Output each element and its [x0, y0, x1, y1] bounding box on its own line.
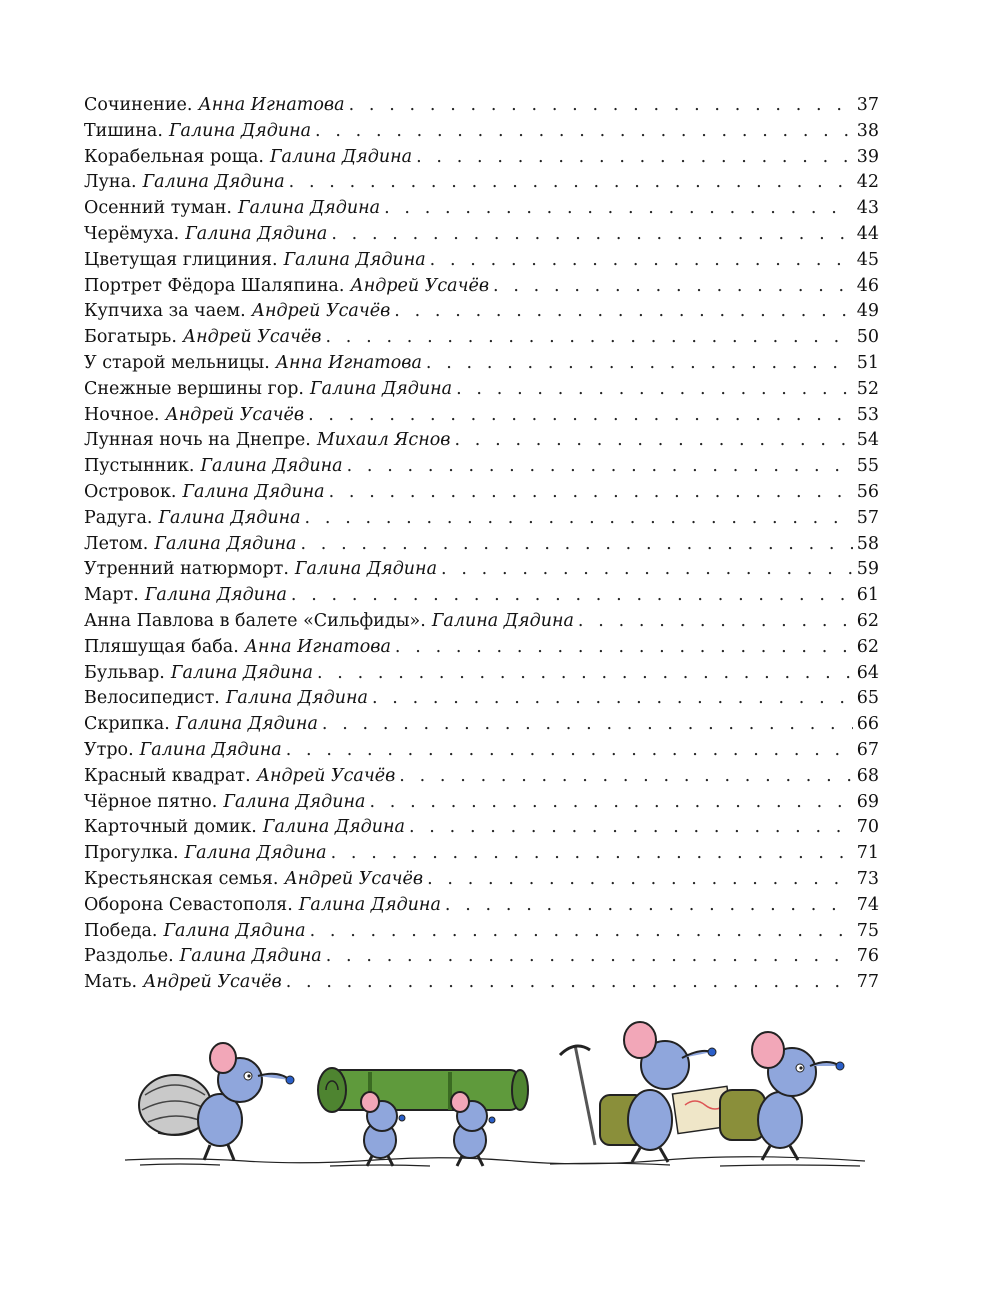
dot-leader: [369, 790, 852, 816]
toc-entry[interactable]: [84, 867, 879, 893]
toc-page-number: 59: [856, 559, 879, 580]
toc-author: Галина Дядина: [170, 662, 313, 683]
dot-leader: [300, 532, 852, 558]
toc-entry[interactable]: [84, 428, 879, 454]
toc-page-number: 44: [856, 223, 879, 244]
toc-title: Радуга.: [84, 507, 153, 528]
toc-page-number: 77: [856, 972, 879, 993]
toc-title: Портрет Фёдора Шаляпина.: [84, 275, 345, 296]
toc-page-number: 56: [856, 481, 879, 502]
toc-entry[interactable]: [84, 893, 879, 919]
toc-author: Галина Дядина: [142, 172, 285, 193]
toc-page-number: 38: [856, 120, 879, 141]
toc-title: Богатырь.: [84, 327, 177, 348]
toc-author: Андрей Усачёв: [182, 327, 322, 348]
toc-page-number: 37: [856, 95, 879, 115]
toc-entry[interactable]: [84, 635, 879, 661]
dot-leader: [399, 764, 852, 790]
toc-entry[interactable]: [84, 506, 879, 532]
toc-entry[interactable]: [84, 454, 879, 480]
toc-title: Анна Павлова в балете «Сильфиды».: [84, 610, 426, 631]
toc-page-number: 75: [856, 920, 879, 941]
toc-title: Снежные вершины гор.: [84, 378, 304, 399]
toc-author: Галина Дядина: [144, 585, 287, 606]
toc-title: Скрипка.: [84, 714, 170, 735]
dot-leader: [394, 299, 852, 325]
toc-author: Андрей Усачёв: [256, 765, 396, 786]
dot-leader: [349, 93, 853, 119]
toc-author: Анна Игнатова: [275, 352, 422, 373]
toc-page-number: 61: [856, 585, 879, 606]
toc-author: Андрей Усачёв: [165, 404, 305, 425]
toc-author: Галина Дядина: [182, 481, 325, 502]
mice-illustration-svg: [120, 1010, 880, 1195]
toc-title: Победа.: [84, 920, 158, 941]
toc-entry[interactable]: [84, 790, 879, 816]
toc-page-number: 39: [856, 146, 879, 167]
toc-author: Галина Дядина: [200, 456, 343, 477]
toc-entry[interactable]: [84, 93, 879, 119]
toc-page-number: 46: [856, 275, 879, 296]
toc-page-number: 66: [856, 714, 879, 735]
toc-entry[interactable]: [84, 841, 879, 867]
toc-entry[interactable]: [84, 351, 879, 377]
toc-page-number: 76: [856, 946, 879, 967]
dot-leader: [430, 248, 853, 274]
dot-leader: [329, 480, 853, 506]
toc-title: Красный квадрат.: [84, 765, 251, 786]
toc-title: Март.: [84, 585, 139, 606]
toc-page-number: 71: [856, 843, 879, 864]
toc-title: Чёрное пятно.: [84, 791, 218, 812]
dot-leader: [445, 893, 853, 919]
hiking-mice-illustration: [120, 1010, 880, 1195]
dot-leader: [427, 867, 853, 893]
toc-author: Галина Дядина: [310, 378, 453, 399]
toc-author: Галина Дядина: [294, 559, 438, 580]
dot-leader: [372, 686, 853, 712]
toc-entry[interactable]: [84, 557, 879, 583]
toc-author: Михаил Яснов: [316, 430, 451, 451]
toc-entry[interactable]: [84, 764, 879, 790]
toc-author: Анна Игнатова: [244, 636, 391, 657]
toc-title: Утренний натюрморт.: [84, 559, 289, 580]
dot-leader: [395, 635, 853, 661]
toc-author: Галина Дядина: [179, 946, 322, 967]
toc-page-number: 74: [856, 894, 879, 915]
toc-author: Галина Дядина: [175, 714, 318, 735]
mouse-with-backpack: [720, 1032, 844, 1160]
toc-author: Галина Дядина: [431, 610, 574, 631]
toc-page-number: 55: [856, 456, 879, 477]
toc-page-number: 73: [856, 868, 879, 889]
toc-entry[interactable]: [84, 480, 879, 506]
toc-page-number: 69: [856, 791, 879, 812]
toc-page-number: 49: [856, 301, 879, 322]
dot-leader: [291, 583, 853, 609]
dot-leader: [308, 403, 853, 429]
toc-author: Андрей Усачёв: [143, 972, 282, 993]
toc-entry[interactable]: [84, 532, 879, 558]
toc-entry[interactable]: [84, 403, 879, 429]
toc-title: Крестьянская семья.: [84, 868, 279, 889]
dot-leader: [331, 841, 853, 867]
toc-title: Сочинение.: [84, 95, 193, 115]
toc-author: Галина Дядина: [269, 146, 413, 167]
toc-title: Летом.: [84, 533, 149, 554]
toc-page-number: 62: [856, 610, 879, 631]
toc-title: Осенний туман.: [84, 198, 232, 219]
toc-author: Галина Дядина: [237, 198, 381, 219]
toc-author: Галина Дядина: [158, 507, 301, 528]
toc-entry[interactable]: [84, 712, 879, 738]
toc-author: Галина Дядина: [223, 791, 366, 812]
dot-leader: [286, 738, 853, 764]
mouse-with-bedroll: [139, 1043, 294, 1160]
toc-page-number: 70: [856, 817, 879, 838]
dot-leader: [315, 119, 853, 145]
mouse-with-map: [560, 1022, 733, 1162]
dot-leader: [317, 661, 853, 687]
toc-author: Галина Дядина: [283, 249, 426, 270]
toc-entry[interactable]: [84, 661, 879, 687]
toc-page-number: 51: [856, 352, 879, 373]
dot-leader: [456, 377, 853, 403]
dot-leader: [325, 325, 852, 351]
toc-author: Галина Дядина: [163, 920, 306, 941]
toc-title: Цветущая глициния.: [84, 249, 278, 270]
toc-page-number: 43: [856, 198, 879, 219]
toc-title: Раздолье.: [84, 946, 174, 967]
toc-author: Галина Дядина: [262, 817, 405, 838]
toc-entry[interactable]: [84, 222, 879, 248]
dot-leader: [578, 609, 853, 635]
ground-lines: [125, 1157, 865, 1166]
dot-leader: [326, 944, 853, 970]
toc-author: Галина Дядина: [298, 894, 441, 915]
toc-entry[interactable]: [84, 609, 879, 635]
dot-leader: [409, 815, 853, 841]
toc-entry[interactable]: [84, 248, 879, 274]
toc-entry[interactable]: [84, 919, 879, 945]
toc-page-number: 53: [856, 404, 879, 425]
toc-title: Луна.: [84, 172, 137, 193]
dot-leader: [454, 428, 852, 454]
toc-page-number: 62: [856, 636, 879, 657]
dot-leader: [384, 196, 853, 222]
toc-entry[interactable]: [84, 119, 879, 145]
toc-page-number: 64: [856, 662, 879, 683]
toc-entry[interactable]: [84, 196, 879, 222]
mice-with-mat: [318, 1068, 528, 1166]
dot-leader: [289, 170, 853, 196]
dot-leader: [286, 970, 853, 996]
dot-leader: [347, 454, 853, 480]
toc-entry[interactable]: [84, 738, 879, 764]
toc-author: Андрей Усачёв: [251, 301, 391, 322]
toc-entry[interactable]: [84, 377, 879, 403]
dot-leader: [305, 506, 853, 532]
toc-page-number: 45: [856, 249, 879, 270]
toc-entry[interactable]: [84, 686, 879, 712]
dot-leader: [493, 274, 853, 300]
dot-leader: [310, 919, 853, 945]
toc-title: Пустынник.: [84, 456, 195, 477]
toc-entry[interactable]: [84, 970, 879, 996]
toc-author: Галина Дядина: [154, 533, 297, 554]
toc-title: Пляшущая баба.: [84, 636, 239, 657]
toc-entry[interactable]: [84, 944, 879, 970]
dot-leader: [322, 712, 853, 738]
toc-title: У старой мельницы.: [84, 352, 270, 373]
dot-leader: [331, 222, 852, 248]
toc-entry[interactable]: [84, 274, 879, 300]
toc-page-number: 42: [856, 172, 879, 193]
dot-leader: [426, 351, 853, 377]
toc-title: Лунная ночь на Днепре.: [84, 430, 311, 451]
toc-title: Корабельная роща.: [84, 146, 264, 167]
toc-entry[interactable]: [84, 170, 879, 196]
toc-author: Андрей Усачёв: [350, 275, 490, 296]
toc-title: Оборона Севастополя.: [84, 894, 293, 915]
toc-page-number: 68: [856, 765, 879, 786]
toc-author: Галина Дядина: [225, 688, 368, 709]
toc-page-number: 52: [856, 378, 879, 399]
toc-page-number: 65: [856, 688, 879, 709]
toc-author: Галина Дядина: [168, 120, 312, 141]
toc-title: Велосипедист.: [84, 688, 220, 709]
toc-author: Анна Игнатова: [198, 95, 345, 115]
toc-title: Утро.: [84, 739, 134, 760]
toc-title: Ночное.: [84, 404, 160, 425]
toc-title: Прогулка.: [84, 843, 179, 864]
toc-author: Галина Дядина: [139, 739, 282, 760]
toc-page-number: 57: [856, 507, 879, 528]
toc-page-number: 54: [856, 430, 879, 451]
toc-entry[interactable]: [84, 583, 879, 609]
toc-page-number: 67: [856, 739, 879, 760]
toc-author: Галина Дядина: [184, 843, 327, 864]
toc-author: Галина Дядина: [185, 223, 328, 244]
toc-entry[interactable]: [84, 299, 879, 325]
toc-title: Тишина.: [84, 120, 163, 141]
toc-page-number: 58: [856, 533, 879, 554]
toc-title: Мать.: [84, 972, 138, 993]
toc-page-number: 50: [856, 327, 879, 348]
toc-author: Андрей Усачёв: [284, 868, 424, 889]
dot-leader: [416, 145, 853, 171]
toc-title: Бульвар.: [84, 662, 165, 683]
toc-title: Островок.: [84, 481, 177, 502]
toc-entry[interactable]: [84, 325, 879, 351]
toc-entry[interactable]: [84, 145, 879, 171]
toc-title: Карточный домик.: [84, 817, 257, 838]
table-of-contents: [84, 93, 879, 996]
toc-title: Черёмуха.: [84, 223, 180, 244]
toc-title: Купчиха за чаем.: [84, 301, 246, 322]
toc-entry[interactable]: [84, 815, 879, 841]
dot-leader: [441, 557, 853, 583]
